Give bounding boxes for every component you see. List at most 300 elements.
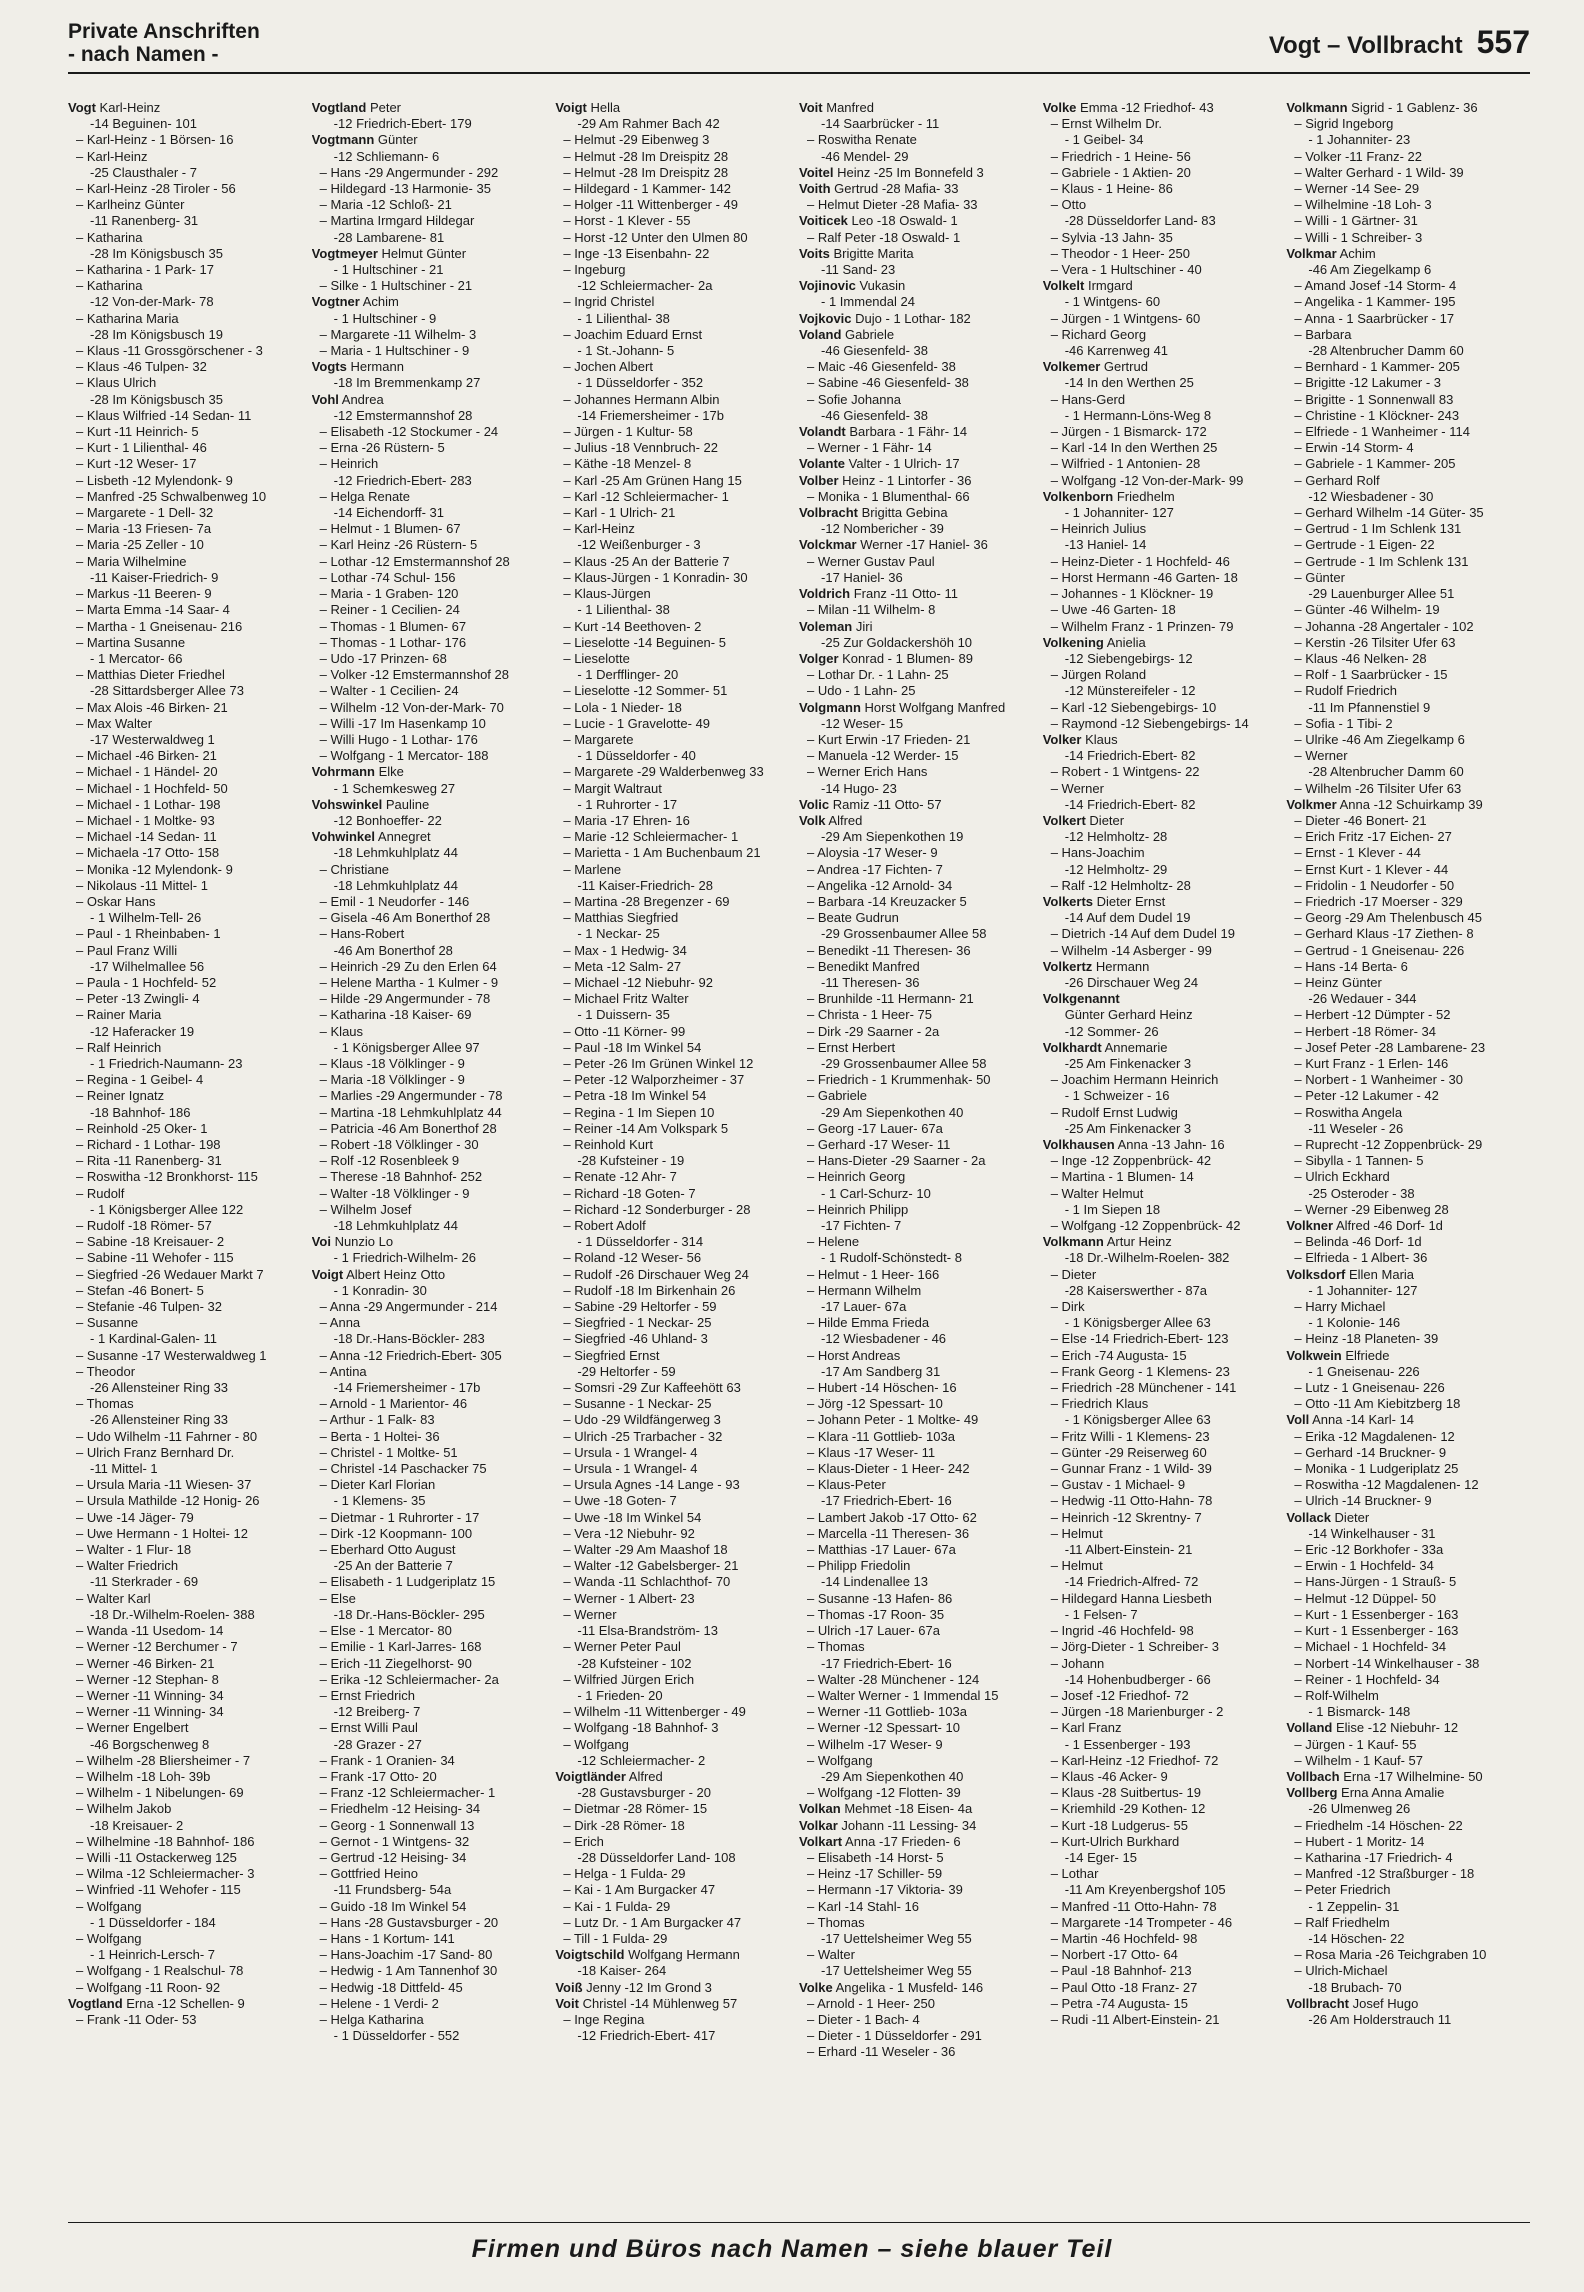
repeat-dash: – — [319, 861, 331, 877]
entry-text: Gertrud - 1 Gneisenau- 226 — [1305, 942, 1465, 958]
directory-entry — [312, 732, 550, 748]
directory-entry — [1043, 683, 1281, 699]
repeat-dash: – — [1294, 181, 1306, 197]
directory-entry — [1286, 829, 1524, 845]
repeat-dash: – — [319, 1104, 331, 1120]
directory-entry — [799, 473, 1037, 489]
directory-entry — [312, 1639, 550, 1655]
directory-entry — [312, 1510, 550, 1526]
repeat-dash: – — [807, 2044, 818, 2060]
directory-entry — [799, 1834, 1037, 1850]
directory-entry — [1286, 894, 1524, 910]
directory-entry — [555, 1267, 793, 1283]
entry-text: -18 Bahnhof- 186 — [90, 1104, 191, 1120]
entry-text: -12 Weser- 15 — [821, 715, 904, 731]
directory-entry — [799, 975, 1037, 991]
entry-text: Silke - 1 Hultschiner - 21 — [330, 278, 473, 294]
directory-entry — [1043, 311, 1281, 327]
directory-entry — [799, 894, 1037, 910]
directory-entry — [68, 1769, 306, 1785]
repeat-dash: – — [807, 1347, 818, 1363]
directory-entry — [799, 456, 1037, 472]
entry-text: Valter - 1 Ulrich- 17 — [848, 456, 960, 472]
directory-entry — [1286, 1510, 1524, 1526]
directory-columns — [68, 100, 1530, 2175]
directory-entry — [799, 926, 1037, 942]
directory-entry — [799, 1121, 1037, 1137]
entry-text: Klaus -46 Acker- 9 — [1061, 1768, 1168, 1784]
entry-text: Christa - 1 Heer- 75 — [817, 1007, 933, 1023]
directory-entry — [1286, 683, 1524, 699]
directory-entry — [555, 1218, 793, 1234]
repeat-dash: – — [1294, 505, 1306, 521]
directory-entry — [555, 732, 793, 748]
entry-text: Lothar -74 Schul- 156 — [330, 569, 456, 585]
directory-entry — [312, 343, 550, 359]
repeat-dash: – — [563, 715, 575, 731]
directory-entry — [1043, 1348, 1281, 1364]
directory-entry — [1286, 1461, 1524, 1477]
surname: Vollbach — [1286, 1768, 1340, 1784]
repeat-dash: – — [807, 667, 818, 683]
directory-entry — [555, 975, 793, 991]
entry-text: -17 Uettelsheimer Weg 55 — [821, 1963, 972, 1979]
repeat-dash: – — [563, 634, 575, 650]
directory-entry — [312, 1996, 550, 2012]
entry-text: Rolf -12 Rosenbleek 9 — [330, 1153, 460, 1169]
directory-entry — [68, 1267, 306, 1283]
repeat-dash: – — [1050, 472, 1062, 488]
repeat-dash: – — [563, 1558, 575, 1574]
entry-text: Wolfgang — [86, 1930, 142, 1946]
directory-entry — [1286, 602, 1524, 618]
entry-text: Lothar -12 Emstermannshof 28 — [330, 553, 510, 569]
entry-text: Friedrich - 1 Krummenhak- 50 — [817, 1072, 991, 1088]
repeat-dash: – — [807, 1736, 818, 1752]
entry-text: -25 An der Batterie 7 — [333, 1558, 453, 1574]
repeat-dash: – — [76, 699, 87, 715]
directory-entry — [68, 473, 306, 489]
directory-entry — [1043, 1331, 1281, 1347]
repeat-dash: – — [1050, 1380, 1062, 1396]
directory-entry — [799, 829, 1037, 845]
directory-entry — [555, 781, 793, 797]
entry-text: Erna -17 Wilhelmine- 50 — [1343, 1768, 1483, 1784]
entry-text: -12 Helmholtz- 28 — [1064, 829, 1168, 845]
directory-entry — [68, 1364, 306, 1380]
directory-entry — [312, 1169, 550, 1185]
directory-entry — [555, 570, 793, 586]
repeat-dash: – — [563, 164, 575, 180]
directory-entry — [1043, 1088, 1281, 1104]
directory-entry — [1286, 1704, 1524, 1720]
entry-text: Heinrich -12 Skrentny- 7 — [1061, 1509, 1202, 1525]
directory-column — [312, 100, 556, 2175]
entry-text: Karl -25 Am Grünen Hang 15 — [574, 472, 742, 488]
surname: Vogt — [68, 100, 96, 115]
entry-text: - 1 Zeppelin- 31 — [1308, 1898, 1400, 1914]
entry-text: Lola - 1 Nieder- 18 — [574, 699, 682, 715]
directory-entry — [1286, 327, 1524, 343]
directory-entry — [68, 667, 306, 683]
repeat-dash: – — [807, 1461, 818, 1477]
directory-entry — [312, 489, 550, 505]
directory-entry — [68, 278, 306, 294]
entry-text: Erich Fritz -17 Eichen- 27 — [1305, 829, 1452, 845]
repeat-dash: – — [1294, 1461, 1306, 1477]
entry-text: Michael - 1 Hochfeld- 50 — [86, 780, 228, 796]
repeat-dash: – — [1050, 569, 1062, 585]
directory-entry — [1286, 1493, 1524, 1509]
repeat-dash: – — [76, 586, 87, 602]
directory-entry — [555, 1850, 793, 1866]
directory-entry — [1043, 1202, 1281, 1218]
entry-text: Gerhard Klaus -17 Ziethen- 8 — [1305, 926, 1474, 942]
directory-entry — [555, 1947, 793, 1963]
entry-text: -25 Am Finkenacker 3 — [1064, 1055, 1192, 1071]
directory-entry — [312, 1234, 550, 1250]
repeat-dash: – — [76, 1169, 87, 1185]
directory-entry — [1286, 878, 1524, 894]
directory-entry — [312, 926, 550, 942]
repeat-dash: – — [76, 1428, 87, 1444]
repeat-dash: – — [1294, 326, 1306, 342]
entry-text: -25 Osteroder - 38 — [1308, 1185, 1415, 1201]
entry-text: Ulrike -46 Am Ziegelkamp 6 — [1305, 731, 1465, 747]
directory-entry — [68, 132, 306, 148]
directory-entry — [555, 1348, 793, 1364]
repeat-dash: – — [1294, 1947, 1306, 1963]
entry-text: -14 Friemersheimer - 17b — [333, 1380, 481, 1396]
directory-entry — [312, 1672, 550, 1688]
entry-text: - 1 Königsberger Allee 97 — [333, 1039, 480, 1055]
entry-text: -28 Im Königsbusch 35 — [90, 245, 223, 261]
directory-entry — [799, 521, 1037, 537]
footer-note: Firmen und Büros nach Namen – siehe blauer Teil — [471, 2235, 1113, 2263]
entry-text: Petra -74 Augusta- 15 — [1061, 1995, 1189, 2011]
directory-entry — [1286, 1947, 1524, 1963]
entry-text: Günter Gerhard Heinz — [1064, 1007, 1193, 1023]
directory-entry — [555, 1510, 793, 1526]
repeat-dash: – — [807, 440, 818, 456]
directory-entry — [799, 359, 1037, 375]
entry-text: Kurt Erwin -17 Frieden- 21 — [817, 731, 971, 747]
repeat-dash: – — [807, 1282, 818, 1298]
entry-text: Johannes Hermann Albin — [574, 391, 720, 407]
entry-text: Peter -12 Walporzheimer - 37 — [574, 1072, 745, 1088]
directory-entry — [1043, 1656, 1281, 1672]
directory-entry — [1286, 1040, 1524, 1056]
directory-entry — [312, 619, 550, 635]
entry-text: Emilie - 1 Karl-Jarres- 168 — [330, 1639, 482, 1655]
section-heading-line2: - nach Namen - — [68, 43, 219, 66]
directory-entry — [68, 1250, 306, 1266]
entry-text: Ramiz -11 Otto- 57 — [832, 796, 942, 812]
directory-entry — [555, 1980, 793, 1996]
directory-entry — [1043, 1250, 1281, 1266]
entry-text: -29 Heltorfer - 59 — [577, 1363, 676, 1379]
entry-text: Lucie - 1 Gravelotte- 49 — [574, 715, 711, 731]
directory-entry — [1043, 1980, 1281, 1996]
entry-text: Karl -14 Stahl- 16 — [817, 1898, 920, 1914]
directory-entry — [312, 2012, 550, 2028]
entry-text: Helga - 1 Fulda- 29 — [574, 1866, 686, 1882]
entry-text: Maria -13 Friesen- 7a — [86, 521, 212, 537]
directory-entry — [1043, 489, 1281, 505]
repeat-dash: – — [1294, 1477, 1306, 1493]
repeat-dash: – — [563, 132, 575, 148]
entry-text: Marietta - 1 Am Buchenbaum 21 — [574, 845, 761, 861]
directory-entry — [555, 878, 793, 894]
repeat-dash: – — [319, 197, 331, 213]
entry-text: Hella — [590, 100, 621, 115]
repeat-dash: – — [563, 1461, 575, 1477]
repeat-dash: – — [319, 715, 331, 731]
entry-text: -14 Beguinen- 101 — [90, 116, 197, 132]
repeat-dash: – — [319, 1428, 331, 1444]
directory-entry — [555, 943, 793, 959]
directory-entry — [312, 537, 550, 553]
directory-entry — [1286, 619, 1524, 635]
directory-entry — [312, 1915, 550, 1931]
entry-text: -11 Sand- 23 — [821, 262, 896, 278]
entry-text: Rudolf -26 Dirschauer Weg 24 — [574, 1266, 749, 1282]
repeat-dash: – — [807, 375, 818, 391]
directory-entry — [1286, 570, 1524, 586]
repeat-dash: – — [563, 893, 575, 909]
repeat-dash: – — [76, 521, 87, 537]
directory-entry — [555, 1445, 793, 1461]
repeat-dash: – — [319, 958, 331, 974]
directory-entry — [1286, 392, 1524, 408]
repeat-dash: – — [319, 1169, 331, 1185]
repeat-dash: – — [563, 861, 575, 877]
directory-entry — [555, 311, 793, 327]
entry-text: Siegfried -26 Wedauer Markt 7 — [86, 1266, 264, 1282]
surname: Volk — [799, 812, 826, 828]
repeat-dash: – — [319, 1137, 331, 1152]
directory-entry — [1043, 570, 1281, 586]
directory-entry — [68, 1607, 306, 1623]
directory-entry — [799, 1429, 1037, 1445]
entry-text: Brunhilde -11 Hermann- 21 — [817, 991, 974, 1007]
repeat-dash: – — [1050, 942, 1062, 958]
repeat-dash: – — [563, 1574, 575, 1590]
repeat-dash: – — [563, 1493, 575, 1509]
entry-text: Manuela -12 Werder- 15 — [817, 748, 959, 764]
entry-text: -29 Am Siepenkothen 19 — [821, 829, 964, 845]
directory-entry — [555, 1040, 793, 1056]
directory-entry — [1286, 1882, 1524, 1898]
entry-text: Irmgard — [1087, 278, 1133, 294]
entry-text: - 1 Johanniter- 127 — [1308, 1282, 1418, 1298]
repeat-dash: – — [563, 2011, 575, 2027]
entry-text: Paul -18 Im Winkel 54 — [574, 1039, 702, 1055]
directory-entry — [555, 602, 793, 618]
entry-text: Rolf - 1 Saarbrücker - 15 — [1305, 667, 1448, 683]
directory-entry — [312, 554, 550, 570]
entry-text: Johann — [1061, 1655, 1105, 1671]
directory-entry — [799, 910, 1037, 926]
directory-entry — [1286, 1412, 1524, 1428]
entry-text: Patricia -46 Am Bonerthof 28 — [330, 1120, 497, 1136]
entry-text: Fridolin - 1 Neudorfer - 50 — [1305, 877, 1455, 893]
entry-text: Alfred -46 Dorf- 1d — [1335, 1218, 1443, 1234]
entry-text: - 1 Düsseldorfer - 552 — [333, 2028, 460, 2044]
entry-text: Hildegard - 1 Kammer- 142 — [574, 181, 731, 197]
repeat-dash: – — [319, 926, 331, 942]
directory-entry — [799, 1704, 1037, 1720]
directory-entry — [555, 521, 793, 537]
directory-entry — [799, 570, 1037, 586]
directory-entry — [68, 829, 306, 845]
repeat-dash: – — [1294, 910, 1306, 926]
repeat-dash: – — [1294, 1007, 1306, 1023]
directory-entry — [1286, 262, 1524, 278]
directory-entry — [68, 878, 306, 894]
repeat-dash: – — [1294, 1299, 1306, 1315]
entry-text: Friedhelm -12 Heising- 34 — [330, 1801, 481, 1817]
entry-text: Matthias Siegfried — [574, 910, 679, 926]
directory-entry — [312, 845, 550, 861]
section-heading-line1: Private Anschriften — [68, 20, 260, 43]
entry-text: Barbara - 1 Fähr- 14 — [849, 424, 968, 440]
repeat-dash: – — [319, 991, 331, 1007]
repeat-dash: – — [563, 683, 575, 699]
directory-entry — [1286, 1364, 1524, 1380]
entry-text: Emil - 1 Neudorfer - 146 — [330, 893, 470, 909]
entry-text: - 1 Düsseldorfer - 184 — [90, 1914, 216, 1930]
directory-entry — [1043, 1947, 1281, 1963]
repeat-dash: – — [319, 326, 331, 342]
directory-entry — [555, 845, 793, 861]
directory-entry — [68, 1429, 306, 1445]
repeat-dash: – — [76, 537, 87, 553]
entry-text: -12 Münstereifeler - 12 — [1064, 683, 1196, 699]
entry-text: Peter Friedrich — [1305, 1882, 1391, 1898]
repeat-dash: – — [1050, 1704, 1062, 1720]
repeat-dash: – — [563, 1898, 575, 1914]
directory-entry — [1043, 1364, 1281, 1380]
directory-entry — [1043, 278, 1281, 294]
directory-entry — [1286, 959, 1524, 975]
entry-text: Kurt Franz - 1 Erlen- 146 — [1305, 1055, 1449, 1071]
entry-text: Peter — [369, 100, 402, 115]
repeat-dash: – — [563, 1299, 575, 1315]
entry-text: Brigitte -12 Lakumer - 3 — [1305, 375, 1442, 391]
directory-entry — [1043, 1963, 1281, 1979]
directory-entry — [799, 1024, 1037, 1040]
directory-entry — [1043, 602, 1281, 618]
entry-text: Wolfgang -12 Flotten- 39 — [817, 1785, 961, 1801]
directory-entry — [312, 149, 550, 165]
entry-text: Wolfgang - 1 Mercator- 188 — [330, 748, 489, 764]
directory-entry — [1286, 1818, 1524, 1834]
directory-entry — [555, 1493, 793, 1509]
repeat-dash: – — [319, 1477, 331, 1493]
entry-text: Dieter - 1 Bach- 4 — [817, 2011, 920, 2027]
directory-entry — [312, 1818, 550, 1834]
directory-entry — [1286, 1737, 1524, 1753]
directory-entry — [799, 781, 1037, 797]
entry-text: -28 Altenbrucher Damm 60 — [1308, 343, 1464, 359]
repeat-dash: – — [1294, 521, 1306, 537]
directory-entry — [799, 1785, 1037, 1801]
directory-entry — [312, 1153, 550, 1169]
entry-text: Otto -11 Am Kiebitzberg 18 — [1305, 1396, 1461, 1412]
repeat-dash: – — [563, 974, 575, 990]
directory-entry — [312, 683, 550, 699]
repeat-dash: – — [807, 1007, 818, 1023]
entry-text: Wolfgang -11 Roon- 92 — [86, 1979, 221, 1995]
entry-text: Martina Irmgard Hildegar — [330, 213, 475, 229]
repeat-dash: – — [563, 488, 575, 504]
entry-text: -12 Schleiermacher- 2a — [577, 278, 713, 294]
repeat-dash: – — [1050, 1914, 1062, 1930]
entry-text: Erhard -11 Weseler - 36 — [817, 2044, 956, 2060]
entry-text: Jenny -12 Im Grond 3 — [586, 1979, 712, 1995]
entry-text: -11 Im Pfannenstiel 9 — [1308, 699, 1431, 715]
repeat-dash: – — [76, 861, 87, 877]
repeat-dash: – — [319, 1412, 330, 1428]
directory-entry — [312, 1899, 550, 1915]
entry-text: Monika - 1 Ludgeriplatz 25 — [1305, 1461, 1459, 1477]
directory-entry — [799, 1980, 1037, 1996]
entry-text: Maic -46 Giesenfeld- 38 — [817, 359, 956, 375]
repeat-dash: – — [76, 1590, 87, 1606]
entry-text: Wilhelmine -18 Bahnhof- 186 — [86, 1833, 255, 1849]
entry-text: -46 Am Bonerthof 28 — [333, 942, 453, 958]
directory-entry — [1043, 1234, 1281, 1250]
entry-text: Raymond -12 Siebengebirgs- 14 — [1061, 715, 1249, 731]
entry-text: Heinrich — [330, 456, 379, 472]
repeat-dash: – — [1294, 1655, 1306, 1671]
directory-entry — [312, 1186, 550, 1202]
directory-entry — [68, 602, 306, 618]
directory-entry — [1043, 732, 1281, 748]
repeat-dash: – — [807, 1412, 818, 1428]
entry-text: Uwe -14 Jäger- 79 — [86, 1509, 194, 1525]
directory-entry — [1286, 1348, 1524, 1364]
entry-text: Franz -12 Schleiermacher- 1 — [330, 1785, 496, 1801]
entry-text: Friedhelm -14 Höschen- 22 — [1305, 1817, 1463, 1833]
directory-entry — [1043, 700, 1281, 716]
entry-text: Heinrich -29 Zu den Erlen 64 — [330, 958, 497, 974]
entry-text: - 1 Hultschiner - 9 — [333, 310, 437, 326]
entry-text: Gabriele - 1 Kammer- 205 — [1305, 456, 1456, 472]
repeat-dash: – — [807, 1137, 818, 1152]
directory-entry — [68, 1088, 306, 1104]
entry-text: Dietrich -14 Auf dem Dudel 19 — [1061, 926, 1235, 942]
entry-text: Meta -12 Salm- 27 — [574, 958, 682, 974]
entry-text: Jochen Albert — [574, 359, 653, 375]
entry-text: Friedrich - 1 Heine- 56 — [1061, 148, 1191, 164]
repeat-dash: – — [563, 245, 575, 261]
repeat-dash: – — [1294, 359, 1306, 375]
directory-entry — [1043, 473, 1281, 489]
entry-text: Regina - 1 Geibel- 4 — [86, 1072, 204, 1088]
directory-entry — [312, 521, 550, 537]
entry-text: Walter — [817, 1947, 855, 1963]
repeat-dash: – — [1294, 1201, 1306, 1217]
entry-text: - 1 Derfflinger- 20 — [577, 667, 679, 683]
repeat-dash: – — [807, 1606, 818, 1622]
directory-entry — [1286, 797, 1524, 813]
directory-entry — [555, 294, 793, 310]
entry-text: Renate -12 Ahr- 7 — [574, 1169, 677, 1185]
entry-text: Werner -11 Gottlieb- 103a — [817, 1704, 967, 1720]
repeat-dash: – — [563, 829, 575, 845]
